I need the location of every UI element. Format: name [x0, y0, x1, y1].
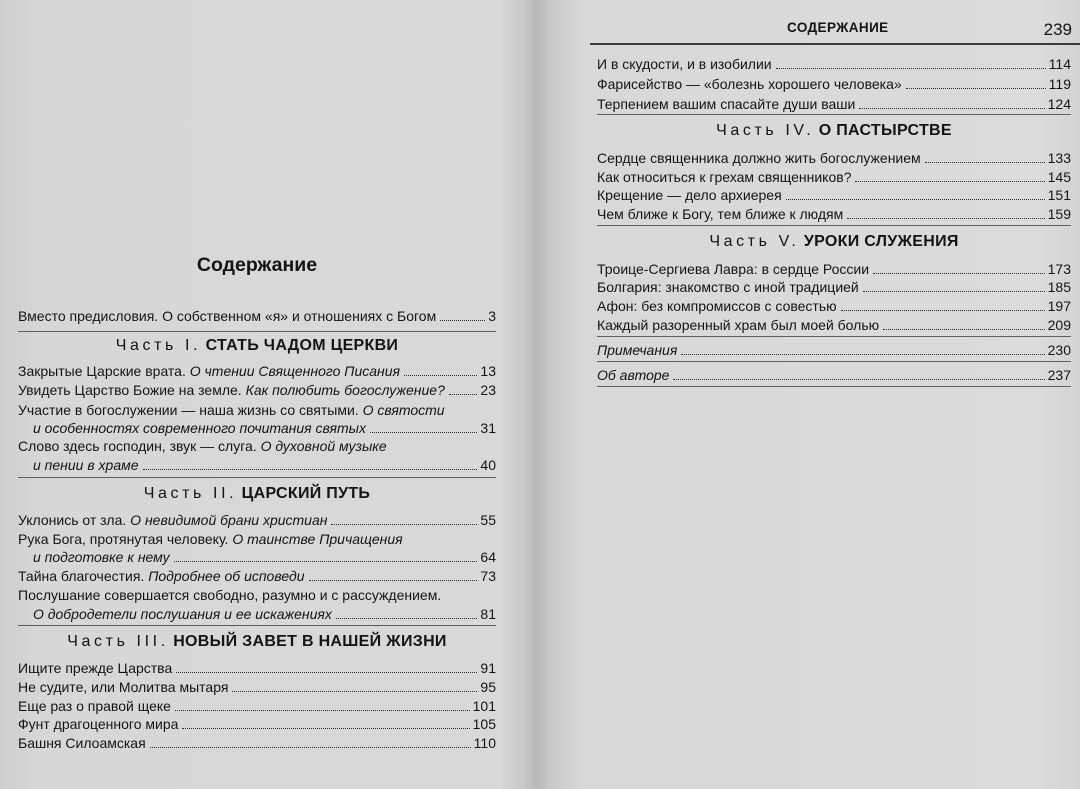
- toc-entry: [597, 316, 1071, 334]
- part-4-heading: [597, 120, 1071, 142]
- entry-page-number: 73: [480, 568, 496, 584]
- dot-leader: [143, 469, 478, 470]
- entry-page-number: 23: [480, 382, 496, 398]
- entry-subtitle: О невидимой брани христиан: [130, 512, 328, 528]
- entry-page-number: 209: [1047, 317, 1071, 333]
- part-2-heading: [18, 483, 496, 505]
- part-label: Часть II.: [143, 485, 238, 502]
- part-label: Часть I.: [115, 337, 202, 354]
- toc-entry-foreword: [18, 307, 496, 325]
- entry-title: Вместо предисловия. О собственном «я» и отношениях с Богом: [18, 308, 437, 324]
- toc-entry: [597, 95, 1071, 113]
- entry-title: Не судите, или Молитва мытаря: [18, 679, 229, 695]
- dot-leader: [404, 375, 477, 376]
- toc-entry: [597, 149, 1071, 167]
- entry-title: Башня Силоамская: [18, 735, 146, 751]
- dot-leader: [855, 181, 1044, 182]
- header-rule: [590, 43, 1080, 45]
- entry-page-number: 237: [1047, 367, 1071, 383]
- entry-page-number: 159: [1047, 206, 1071, 222]
- divider: [597, 336, 1071, 337]
- toc-entry: [597, 297, 1071, 315]
- divider: [18, 477, 496, 478]
- dot-leader: [176, 672, 477, 673]
- part-5-heading: [597, 231, 1071, 253]
- entry-page-number: 105: [472, 716, 496, 732]
- dot-leader: [150, 747, 471, 748]
- dot-leader: [859, 108, 1044, 109]
- entry-subtitle: Как полюбить богослужение?: [245, 382, 445, 398]
- entry-title: [18, 401, 445, 419]
- entry-page-number: 55: [480, 512, 496, 528]
- entry-subtitle: О духовной музыке: [260, 438, 387, 454]
- toc-entry: [597, 278, 1071, 296]
- part-label: Часть III.: [67, 633, 169, 650]
- entry-page-number: 185: [1047, 279, 1071, 295]
- entry-page-number: 13: [480, 363, 496, 379]
- toc-entry: [18, 734, 496, 752]
- entry-subtitle-line2: О добродетели послушания и ее искажениях: [33, 606, 332, 622]
- dot-leader: [883, 329, 1045, 330]
- dot-leader: [370, 432, 477, 433]
- entry-page-number: 173: [1047, 261, 1071, 277]
- entry-title: Как относиться к грехам священников?: [597, 169, 852, 185]
- entry-subtitle: Подробнее об исповеди: [148, 568, 305, 584]
- entry-title: Фунт драгоценного мира: [18, 716, 179, 732]
- entry-page-number: 64: [480, 549, 496, 565]
- toc-entry-continuation: [33, 456, 496, 474]
- dot-leader: [673, 379, 1044, 380]
- entry-page-number: 81: [480, 606, 496, 622]
- toc-entry: [597, 186, 1071, 204]
- running-head: СОДЕРЖАНИЕ: [787, 20, 889, 35]
- entry-title: Фарисейство — «болезнь хорошего человека»: [597, 76, 902, 92]
- entry-subtitle: О чтении Священного Писания: [189, 363, 400, 379]
- divider: [597, 114, 1071, 115]
- entry-title-plain: Слово здесь господин, звук — слуга.: [18, 438, 261, 454]
- entry-title-plain: Увидеть Царство Божие на земле.: [18, 382, 246, 398]
- part-title: О ПАСТЫРСТВЕ: [818, 122, 952, 139]
- dot-leader: [863, 291, 1045, 292]
- dot-leader: [182, 728, 469, 729]
- entry-page-number: 124: [1047, 96, 1071, 112]
- dot-leader: [847, 218, 1044, 219]
- dot-leader: [232, 691, 477, 692]
- divider: [597, 386, 1071, 387]
- toc-entry: [18, 715, 496, 733]
- entry-title: Крещение — дело архиерея: [597, 187, 782, 203]
- entry-page-number: 197: [1047, 298, 1071, 314]
- toc-entry: [18, 511, 496, 529]
- toc-entry-continuation: [33, 419, 496, 437]
- entry-title: Сердце священника должно жить богослужением: [597, 150, 921, 166]
- entry-title: Примечания: [597, 342, 678, 358]
- entry-title: [18, 530, 403, 548]
- toc-entry: [597, 168, 1071, 186]
- toc-title: Содержание: [196, 254, 318, 276]
- divider: [597, 225, 1071, 226]
- entry-page-number: 114: [1048, 56, 1071, 72]
- entry-title-plain: Тайна благочестия.: [18, 568, 149, 584]
- toc-entry-continuation: [33, 548, 496, 566]
- dot-leader: [175, 710, 470, 711]
- toc-entry: [18, 437, 496, 455]
- entry-title-plain: Участие в богослужении — наша жизнь со святыми.: [18, 402, 363, 418]
- part-title: НОВЫЙ ЗАВЕТ В НАШЕЙ ЖИЗНИ: [173, 633, 447, 650]
- dot-leader: [449, 394, 478, 395]
- entry-page-number: 31: [480, 420, 496, 436]
- entry-title: [18, 437, 387, 455]
- entry-subtitle-line2: и подготовке к нему: [33, 549, 170, 565]
- toc-entry: [18, 401, 496, 419]
- entry-page-number: 230: [1047, 342, 1071, 358]
- divider: [18, 625, 496, 626]
- entry-title: Каждый разоренный храм был моей болью: [597, 317, 880, 333]
- toc-entry: [597, 260, 1071, 278]
- entry-title: И в скудости, и в изобилии: [597, 56, 772, 72]
- entry-title: [18, 381, 445, 399]
- entry-title: Троице-Сергиева Лавра: в сердце России: [597, 261, 870, 277]
- dot-leader: [906, 88, 1046, 89]
- toc-entry: [18, 362, 496, 380]
- toc-entry: [18, 697, 496, 715]
- part-label: Часть V.: [709, 233, 800, 250]
- entry-page-number: 91: [480, 660, 496, 676]
- entry-title: Об авторе: [597, 367, 670, 383]
- entry-subtitle-line2: и особенностях современного почитания святых: [33, 420, 366, 436]
- part-title: УРОКИ СЛУЖЕНИЯ: [803, 233, 959, 250]
- entry-title-plain: Уклонись от зла.: [18, 512, 131, 528]
- entry-title-plain: Рука Бога, протянутая человеку.: [18, 531, 233, 547]
- dot-leader: [440, 320, 485, 321]
- entry-page-number: 95: [480, 679, 496, 695]
- page-number: 239: [1043, 20, 1072, 39]
- dot-leader: [174, 561, 478, 562]
- entry-title: Чем ближе к Богу, тем ближе к людям: [597, 206, 844, 222]
- toc-entry: [597, 205, 1071, 223]
- dot-leader: [331, 524, 477, 525]
- dot-leader: [336, 618, 478, 619]
- entry-title: Послушание совершается свободно, разумно и с рассуждением.: [18, 587, 442, 603]
- toc-entry: [18, 586, 496, 604]
- dot-leader: [873, 273, 1045, 274]
- toc-entry: [18, 567, 496, 585]
- entry-title-plain: Закрытые Царские врата.: [18, 363, 190, 379]
- toc-entry: [597, 55, 1071, 73]
- divider: [18, 331, 496, 332]
- entry-title: Еще раз о правой щеке: [18, 698, 171, 714]
- entry-title: [18, 511, 327, 529]
- toc-entry-about-author: [597, 366, 1071, 384]
- entry-title: [18, 362, 400, 380]
- entry-page-number: 40: [480, 457, 496, 473]
- toc-entry: [18, 678, 496, 696]
- part-title: ЦАРСКИЙ ПУТЬ: [241, 485, 371, 502]
- entry-title: Ищите прежде Царства: [18, 660, 173, 676]
- dot-leader: [841, 310, 1045, 311]
- toc-entry: [18, 530, 496, 548]
- toc-entry-notes: [597, 341, 1071, 359]
- part-3-heading: [18, 631, 496, 653]
- entry-subtitle-line2: и пении в храме: [33, 457, 139, 473]
- entry-title: Терпением вашим спасайте души ваши: [597, 96, 856, 112]
- toc-entry: [18, 381, 496, 399]
- entry-title: Афон: без компромиссов с совестью: [597, 298, 837, 314]
- dot-leader: [309, 580, 478, 581]
- part-1-heading: [18, 335, 496, 357]
- entry-page-number: 145: [1047, 169, 1071, 185]
- entry-page-number: 151: [1047, 187, 1071, 203]
- dot-leader: [925, 162, 1045, 163]
- entry-page-number: 110: [473, 735, 496, 751]
- toc-entry-continuation: [33, 605, 496, 623]
- entry-title: [18, 567, 305, 585]
- entry-page-number: 3: [488, 308, 496, 324]
- part-label: Часть IV.: [716, 122, 815, 139]
- divider: [597, 361, 1071, 362]
- entry-page-number: 133: [1047, 150, 1071, 166]
- dot-leader: [776, 68, 1046, 69]
- part-title: СТАТЬ ЧАДОМ ЦЕРКВИ: [205, 337, 399, 354]
- dot-leader: [681, 354, 1044, 355]
- entry-page-number: 101: [472, 698, 496, 714]
- dot-leader: [786, 199, 1045, 200]
- entry-title: Болгария: знакомство с иной традицией: [597, 279, 859, 295]
- entry-page-number: 119: [1048, 76, 1071, 92]
- entry-subtitle: О таинстве Причащения: [232, 531, 403, 547]
- entry-subtitle: О святости: [362, 402, 445, 418]
- toc-entry: [18, 659, 496, 677]
- toc-entry: [597, 75, 1071, 93]
